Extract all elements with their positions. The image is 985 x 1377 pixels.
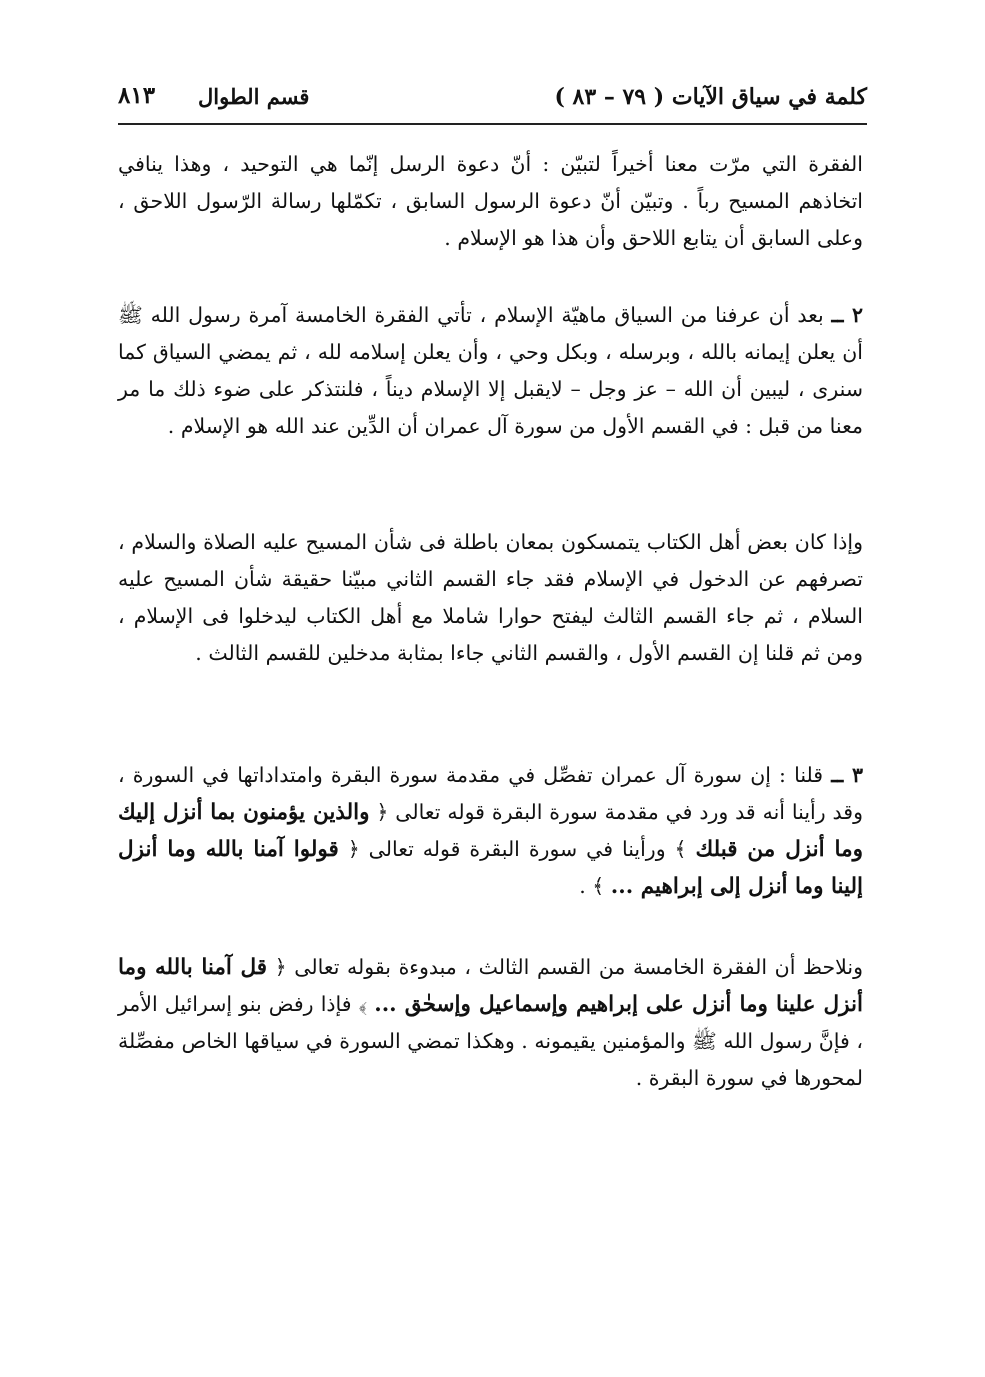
header-title: كلمة في سياق الآيات ( ٧٩ – ٨٣ ) <box>554 84 867 110</box>
paragraph-5-text-1: ونلاحظ أن الفقرة الخامسة من القسم الثالث ، مبدوءة بقوله تعالى ﴿ <box>274 955 863 979</box>
paragraph-4-text-1: قلنا : إن سورة آل عمران تفصِّل في مقدمة سورة البقرة وامتداداتها في السورة ، وقد رأينا أنه قد ورد في مقدمة سورة البقرة قوله تعالى ﴿ <box>118 763 863 824</box>
paragraph-4-quote-1: والذين يؤمنون بما أنزل إليك وما أنزل من قبلك <box>118 800 863 862</box>
paragraph-1-text: الفقرة التي مرّت معنا أخيراً لتبيّن : أنّ دعوة الرسل إنّما هي التوحيد ، وهذا ينافي اتخاذهم المسيح رباً . وتبيّن أنّ دعوة الرسول السابق ، تكمّلها رسالة الرّسول اللاحق ، وعلى السابق أن يتابع اللاحق وأن هذا هو الإسلام . <box>118 152 863 250</box>
paragraph-1 <box>118 146 863 257</box>
paragraph-5-text-2: ﴾ فإذا رفض بنو إسرائيل الأمر ، فإنَّ رسول الله ﷺ والمؤمنين يقيمونه . وهكذا تمضي السورة في سياقها الخاص مفصِّلة لمحورها في سورة البقرة . <box>118 992 863 1090</box>
paragraph-3-text: وإذا كان بعض أهل الكتاب يتمسكون بمعان باطلة فى شأن المسيح عليه الصلاة والسلام ، تصرفهم عن الدخول في الإسلام فقد جاء القسم الثاني مبيّنا حقيقة شأن المسيح عليه السلام ، ثم جاء القسم الثالث ليفتح حوارا شاملا مع أهل الكتاب ليدخلوا فى الإسلام ، ومن ثم قلنا إن القسم الأول ، والقسم الثاني جاءا بمثابة مدخلين للقسم الثالث . <box>118 530 863 665</box>
paragraph-5 <box>118 949 863 1097</box>
paragraph-4 <box>118 757 863 905</box>
paragraph-4-quote-2: قولوا آمنا بالله وما أنزل إلينا وما أنزل إلى إبراهيم ... <box>118 837 863 899</box>
paragraph-2-number: ٢ ــ <box>831 303 863 327</box>
paragraph-3 <box>118 524 863 672</box>
header-divider <box>118 123 867 125</box>
header-section-name: قسم الطوال <box>198 84 310 109</box>
paragraph-2 <box>118 297 863 445</box>
page-number: ٨١٣ <box>118 82 156 109</box>
paragraph-5-quote-1: قل آمنا بالله وما أنزل علينا وما أنزل على إبراهيم وإسماعيل وإسحٰق ... <box>118 955 863 1017</box>
paragraph-2-text: بعد أن عرفنا من السياق ماهيّة الإسلام ، تأتي الفقرة الخامسة آمرة رسول الله ﷺ أن يعلن إيمانه بالله ، وبرسله ، وبكل وحي ، وأن يعلن إسلامه لله ، ثم يمضي السياق كما سنرى ، ليبين أن الله – عز وجل – لايقبل إلا الإسلام ديناً ، فلنتذكر على ضوء ذلك ما مر معنا من قبل : في القسم الأول من سورة آل عمران أن الدِّين عند الله هو الإسلام . <box>118 303 863 438</box>
paragraph-4-text-2: ﴾ ورأينا في سورة البقرة قوله تعالى ﴿ <box>347 837 687 861</box>
running-header <box>118 78 867 122</box>
paragraph-4-text-3: ﴾ . <box>579 874 605 898</box>
paragraph-4-number: ٣ ــ <box>831 763 863 787</box>
